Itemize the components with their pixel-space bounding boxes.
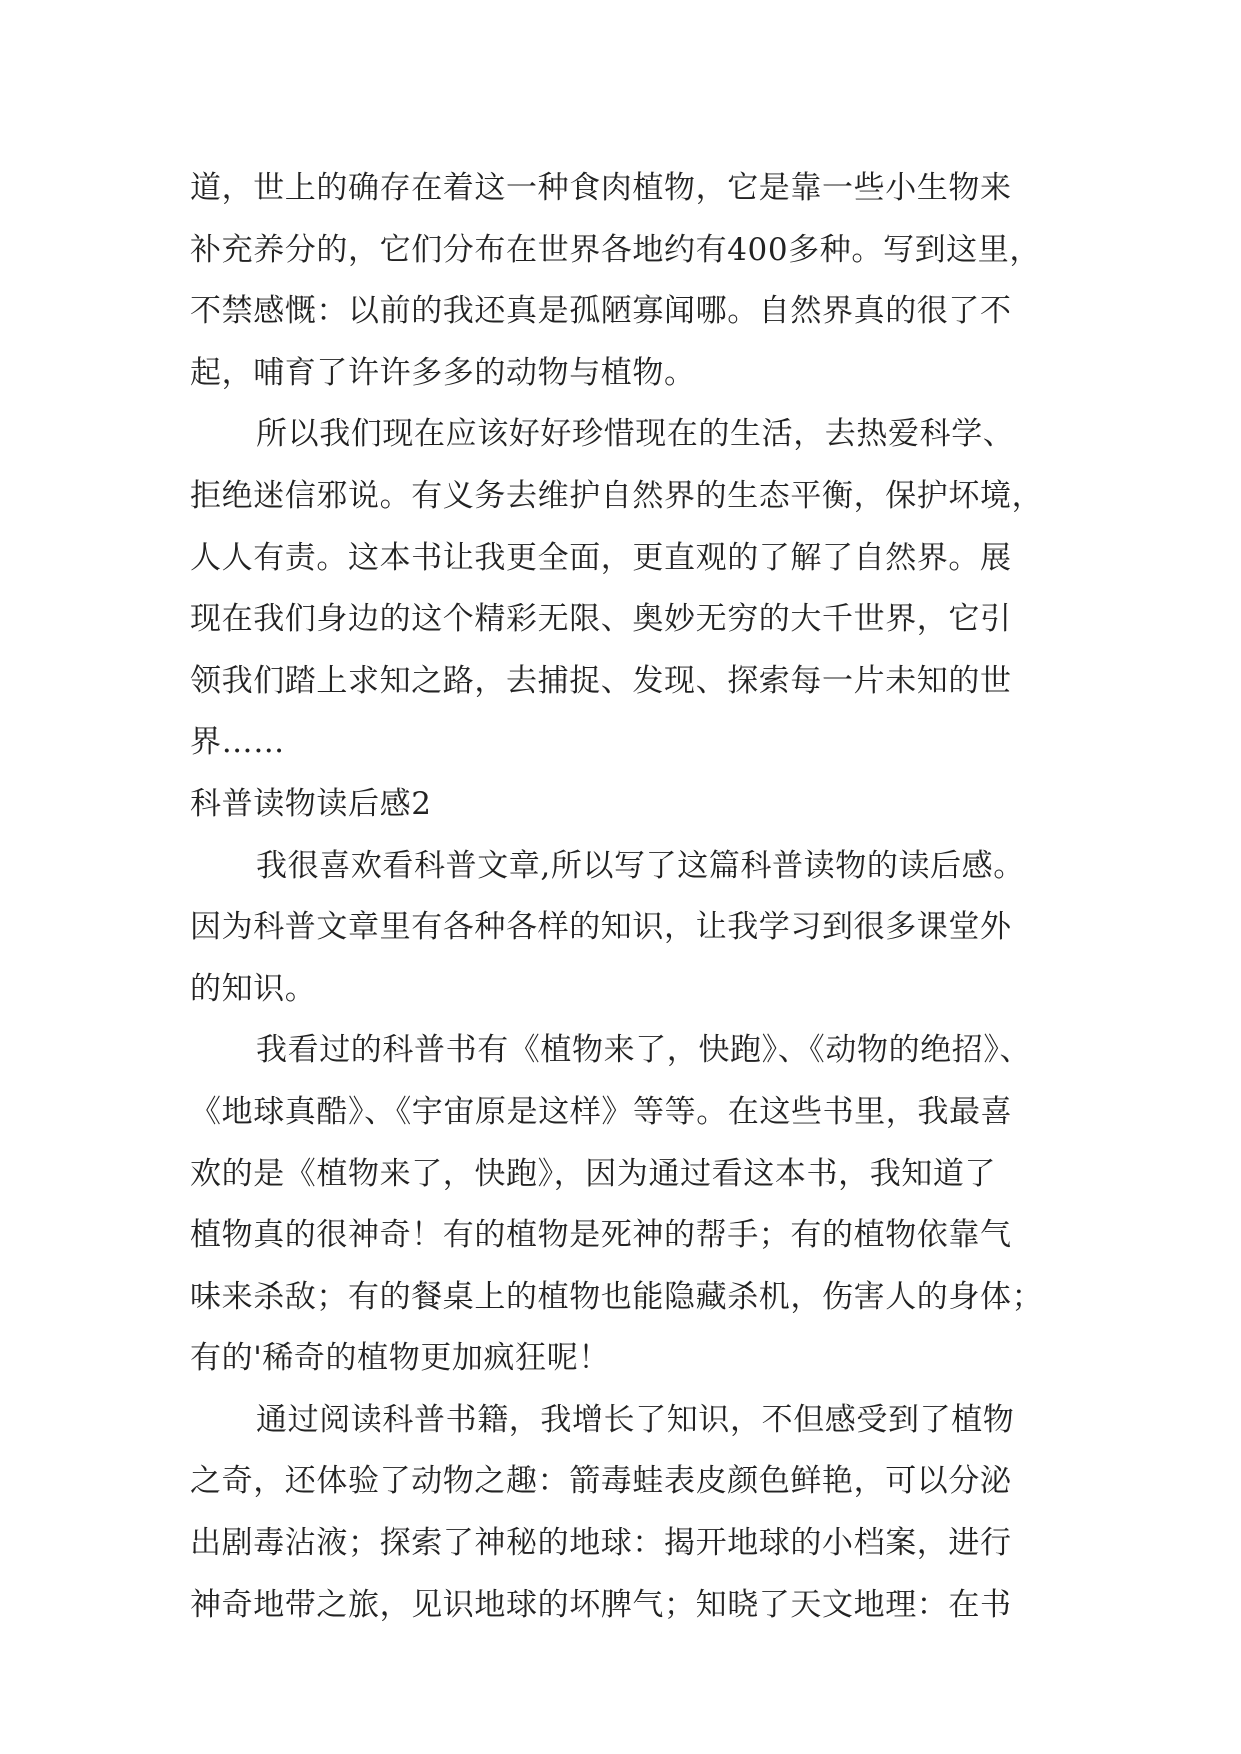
text-line: 人人有责。这本书让我更全面，更直观的了解了自然界。展 [190, 539, 1012, 576]
text-line: 起，哺育了许许多多的动物与植物。 [190, 354, 696, 391]
text-line: 道，世上的确存在着这一种食肉植物，它是靠一些小生物来 [190, 170, 1012, 206]
text-line: 通过阅读科普书籍，我增长了知识，不但感受到了植物 [256, 1401, 1015, 1438]
text-line: 的知识。 [190, 970, 317, 1007]
text-line: 植物真的很神奇！有的植物是死神的帮手；有的植物依靠气 [190, 1217, 1012, 1254]
text-line: 出剧毒沾液；探索了神秘的地球：揭开地球的小档案，进行 [190, 1525, 1012, 1562]
text-line: 《地球真酷》、《宇宙原是这样》等等。在这些书里，我最喜 [190, 1093, 1013, 1130]
text-line: 现在我们身边的这个精彩无限、奥妙无穷的大千世界，它引 [190, 601, 1012, 638]
document-body [190, 158, 1070, 1636]
text-line: 领我们踏上求知之路，去捕捉、发现、探索每一片未知的世 [190, 662, 1012, 699]
text-line: 补充养分的，它们分布在世界各地约有400多种。写到这里， [190, 231, 1041, 268]
text-line: 我看过的科普书有《植物来了，快跑》、《动物的绝招》、 [256, 1032, 1032, 1069]
section-heading: 科普读物读后感2 [190, 785, 432, 822]
text-line: 味来杀敌；有的餐桌上的植物也能隐藏杀机，伤害人的身体； [190, 1278, 1044, 1315]
text-line: 神奇地带之旅，见识地球的坏脾气；知晓了天文地理：在书 [190, 1586, 1012, 1623]
text-line: 之奇，还体验了动物之趣：箭毒蛙表皮颜色鲜艳，可以分泌 [190, 1463, 1012, 1500]
text-line: 有的'稀奇的植物更加疯狂呢！ [190, 1340, 610, 1377]
text-line: 我很喜欢看科普文章,所以写了这篇科普读物的读后感。 [256, 847, 1025, 884]
text-line: 所以我们现在应该好好珍惜现在的生活，去热爱科学、 [256, 416, 1015, 453]
text-line: 不禁感慨：以前的我还真是孤陋寡闻哪。自然界真的很了不 [190, 293, 1012, 330]
text-line: 因为科普文章里有各种各样的知识，让我学习到很多课堂外 [190, 909, 1012, 946]
text-line: 拒绝迷信邪说。有义务去维护自然界的生态平衡，保护坏境， [190, 477, 1044, 514]
text-line: 欢的是《植物来了，快跑》，因为通过看这本书，我知道了 [190, 1155, 997, 1192]
text-line: 界…… [190, 724, 285, 761]
